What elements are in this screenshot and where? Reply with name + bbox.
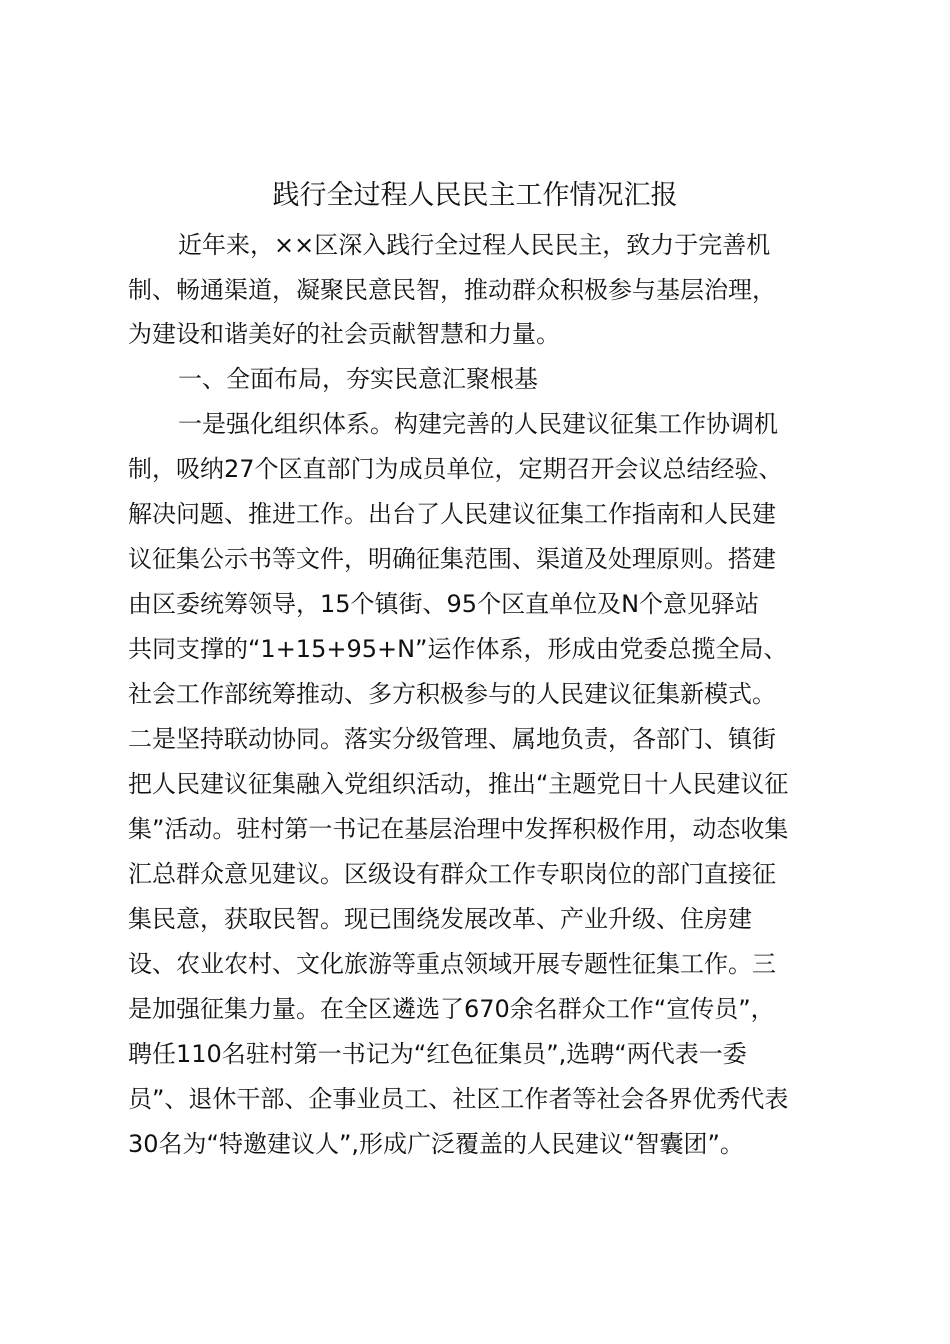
- paragraph-line: 30名为“特邀建议人”,形成广泛覆盖的人民建议“智囊团”。: [128, 1130, 744, 1158]
- paragraph-line: 员”、退休干部、企事业员工、社区工作者等社会各界优秀代表: [128, 1085, 789, 1113]
- paragraph-line: 近年来，××区深入践行全过程人民民主，致力于完善机: [178, 231, 771, 259]
- paragraph-line: 集民意，获取民智。现已围绕发展改革、产业升级、住房建: [128, 905, 752, 933]
- paragraph-line: 设、农业农村、文化旅游等重点领域开展专题性征集工作。三: [128, 950, 776, 978]
- paragraph-line: 制，吸纳27个区直部门为成员单位，定期召开会议总结经验、: [128, 455, 783, 483]
- paragraph-line: 二是坚持联动协同。落实分级管理、属地负责，各部门、镇街: [128, 725, 776, 753]
- section-heading: 一、全面布局，夯实民意汇聚根基: [178, 365, 538, 393]
- paragraph-line: 聘任110名驻村第一书记为“红色征集员”,选聘“两代表一委: [128, 1040, 747, 1068]
- paragraph-line: 制、畅通渠道，凝聚民意民智，推动群众积极参与基层治理，: [128, 276, 776, 304]
- paragraph-line: 一是强化组织体系。构建完善的人民建议征集工作协调机: [178, 410, 778, 438]
- paragraph-line: 议征集公示书等文件，明确征集范围、渠道及处理原则。搭建: [128, 545, 776, 573]
- paragraph-line: 共同支撑的“1+15+95+N”运作体系，形成由党委总揽全局、: [128, 635, 788, 663]
- paragraph-line: 为建设和谐美好的社会贡献智慧和力量。: [128, 320, 560, 348]
- paragraph-line: 是加强征集力量。在全区遴选了670余名群众工作“宣传员”，: [128, 995, 775, 1023]
- paragraph-line: 由区委统筹领导，15个镇街、95个区直单位及N个意见驿站: [128, 590, 760, 618]
- paragraph-line: 解决问题、推进工作。出台了人民建议征集工作指南和人民建: [128, 500, 776, 528]
- paragraph-line: 把人民建议征集融入党组织活动，推出“主题党日十人民建议征: [128, 770, 789, 798]
- paragraph-line: 集”活动。驻村第一书记在基层治理中发挥积极作用，动态收集: [128, 815, 789, 843]
- document-title: 践行全过程人民民主工作情况汇报: [272, 180, 678, 211]
- paragraph-line: 汇总群众意见建议。区级设有群众工作专职岗位的部门直接征: [128, 860, 776, 888]
- paragraph-line: 社会工作部统筹推动、多方积极参与的人民建议征集新模式。: [128, 680, 776, 708]
